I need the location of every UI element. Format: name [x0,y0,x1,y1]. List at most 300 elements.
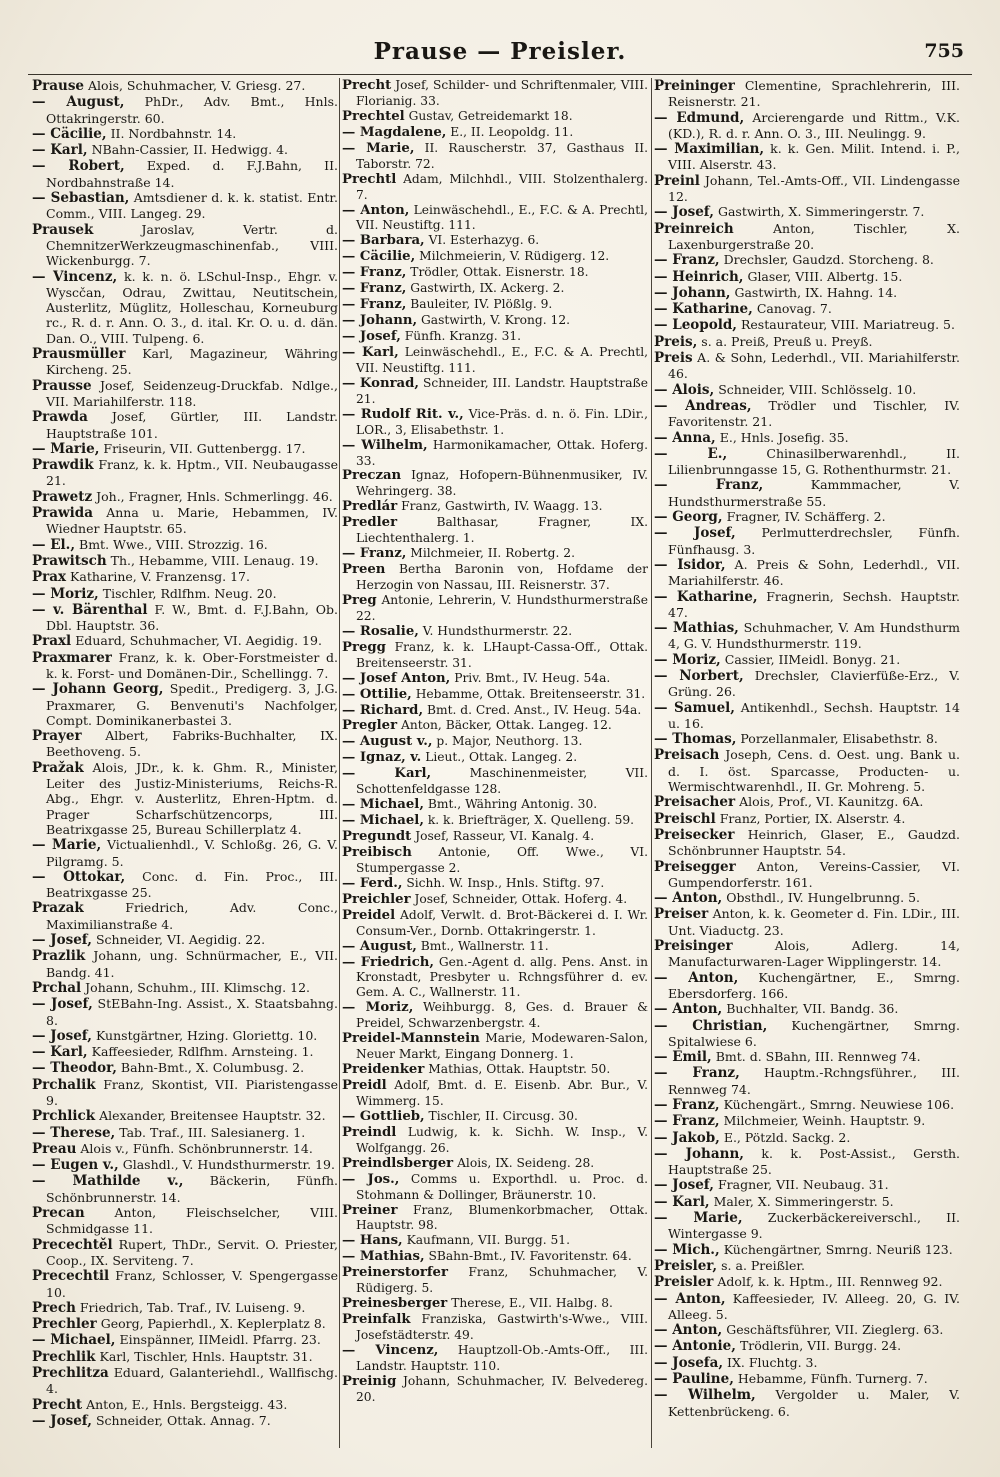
entry-headword: — August, [342,938,417,954]
entry-headword: — Johann, [654,284,731,301]
entry-text: Antonie, Off. Wwe., VI. Stumpergasse 2. [356,844,648,875]
directory-entry [342,845,648,876]
directory-entry [32,980,338,996]
directory-entry [654,652,960,668]
entry-text: Clementine, Sprachlehrerin, III. Reisnerstr. 21. [668,78,960,110]
entry-headword: — Josef, [654,1177,714,1194]
entry-text: Kammmacher, V. Hundsthurmerstraße 55. [668,477,960,509]
directory-entry [342,1233,648,1249]
entry-text: Alois, Prof., VI. Kaunitzg. 6A. [739,794,924,810]
directory-entry [342,876,648,892]
entry-text: Eduard, Schuhmacher, VI. Aegidig. 19. [75,633,322,649]
entry-headword: Preau [32,1140,77,1157]
entry-headword: — Michael, [342,813,424,829]
entry-headword: — Barbara, [342,233,425,249]
entry-text: Amtsdiener d. k. k. statist. Entr. Comm., VIII. Langeg. 29. [46,190,338,222]
directory-entry [32,1077,338,1109]
entry-headword: — Andreas, [654,397,752,414]
entry-headword: Pražak [32,759,84,776]
entry-headword: — Theodor, [32,1060,117,1077]
entry-headword: — Isidor, [654,556,726,573]
entry-text: Rupert, ThDr., Servit. O. Priester, Coop., IX. Serviteng. 7. [46,1236,338,1268]
entry-headword: — Hans, [342,1233,403,1249]
entry-headword: — Robert, [32,158,125,175]
entry-headword: — Wilhelm, [654,1387,756,1404]
directory-entry [342,233,648,249]
entry-headword: — Mich., [654,1241,720,1258]
entry-headword: — Josef, [32,1027,92,1044]
entry-text: Fünfh. Kranzg. 31. [404,329,522,343]
entry-text: Karl, Magazineur, Währing Kircheng. 25. [46,346,338,378]
directory-entry [342,203,648,234]
directory-entry [654,731,960,747]
directory-entry [654,811,960,827]
entry-headword: — Ottokar, [32,868,126,885]
entry-text: Alois, JDr., k. k. Ghm. R., Minister, Leiter des Justiz-Ministeriums, Reichs-R. Abg., Ehgr. v. Austerlitz, Ehren-Hptm. d. Prager Scharfschützencorps, III. Beatrixgasse 25, Bureau Schillerplatz 4. [46,759,338,837]
entry-headword: — Norbert, [654,667,744,684]
entry-text: Josef, Schneider, Ottak. Hoferg. 4. [414,891,628,906]
directory-entry [654,252,960,268]
entry-text: Alois, Adlerg. 14, Manufacturwaren-Lager Wipplingerstr. 14. [668,938,960,970]
entry-text: Weihburgg. 8, Ges. d. Brauer & Preidel, Schwarzenbergstr. 4. [356,1000,648,1031]
entry-text: Arcierengarde und Rittm., V.K. (KD.), R. d. r. Ann. O. 3., III. Neulingg. 9. [668,109,960,141]
directory-entry [654,589,960,621]
entry-text: Schneider, Ottak. Annag. 7. [95,1412,271,1428]
entry-text: k. k. Briefträger, X. Quelleng. 59. [427,813,635,828]
entry-headword: Prazak [32,900,84,917]
directory-entry [342,1062,648,1078]
entry-text: Franz, Schlosser, V. Spengergasse 10. [46,1268,338,1300]
entry-text: Gastwirth, IX. Hahng. 14. [734,284,898,300]
directory-entry [32,1044,338,1060]
entry-text: k. k. n. ö. LSchul-Insp., Ehgr. v. Wyscčan, Odrau, Zwittau, Neutitschein, Austerlitz, Müglitz, Holleschau, Korneuburg rc., R. d. r. Ann. O. 3., d. ital. Kr. O. u. d. dän. Dan. O., VIII. Tulpeng. 6. [46,268,338,346]
entry-headword: Prawda [32,409,88,426]
entry-headword: — Alois, [654,381,715,398]
directory-entry [342,1312,648,1343]
entry-headword: — Friedrich, [342,954,435,970]
entry-headword: — Franz, [342,546,407,562]
entry-headword: Preindlsberger [342,1155,454,1171]
entry-headword: Preidl [342,1078,387,1093]
entry-headword: — Josef, [342,329,401,344]
directory-entry [654,334,960,350]
entry-text: E., II. Leopoldg. 11. [450,124,574,139]
directory-entry [32,378,338,410]
entry-text: Franz, k. k. Hptm., VII. Neubaugasse 21. [46,457,338,489]
entry-headword: — Heinrich, [654,268,744,285]
entry-text: Tab. Traf., III. Salesianerg. 1. [119,1124,306,1140]
directory-entry [342,546,648,562]
entry-headword: Preczan [342,468,402,484]
entry-headword: Precan [32,1205,85,1222]
directory-entry [654,285,960,301]
directory-entry [654,1097,960,1113]
directory-entry [32,441,338,457]
entry-text: Schneider, III. Landstr. Hauptstraße 21. [356,375,648,406]
entry-text: Sichh. W. Insp., Hnls. Stiftg. 97. [406,875,605,890]
directory-entry [32,586,338,602]
entry-headword: Predlár [342,499,398,515]
directory-entry [654,906,960,938]
entry-text: Josef, Rasseur, VI. Kanalg. 4. [415,829,595,843]
directory-entry [342,703,648,719]
entry-text: Harmonikamacher, Ottak. Hoferg. 33. [356,437,648,468]
entry-headword: Prayer [32,728,82,745]
directory-entry [32,409,338,441]
entry-text: Bäckerin, Fünfh. Schönbrunnerstr. 14. [46,1173,338,1205]
entry-text: Exped. d. F.J.Bahn, II. Nordbahnstraße 14. [46,158,338,190]
entry-headword: Preinfalk [342,1312,411,1328]
entry-text: Fragner, IV. Schäfferg. 2. [726,509,886,525]
directory-entry [32,650,338,682]
directory-entry [654,509,960,525]
entry-text: Th., Hebamme, VIII. Lenaug. 19. [110,552,319,568]
entry-headword: — Josef Anton, [342,670,451,686]
directory-entry [342,955,648,1001]
directory-entry [32,1349,338,1365]
directory-entry [654,1177,960,1193]
entry-headword: Preinig [342,1373,397,1389]
entry-text: E., Hnls. Josefig. 35. [719,429,849,445]
directory-entry [654,747,960,794]
entry-text: Hebamme, Ottak. Breitenseerstr. 31. [415,686,646,701]
entry-headword: Prawdik [32,457,94,474]
entry-headword: Prechtel [342,108,405,124]
entry-headword: — August, [32,94,125,111]
entry-text: Ludwig, k. k. Sichh. W. Insp., V. Wolfgangg. 26. [356,1124,648,1155]
entry-headword: — Josef, [32,1412,92,1429]
directory-entry [32,142,338,158]
directory-entry [342,593,648,624]
entry-headword: — Vincenz, [342,1342,439,1358]
directory-entry [654,1274,960,1290]
entry-headword: — Vincenz, [32,268,118,285]
directory-entry [342,141,648,172]
entry-headword: Preinreich [654,220,734,237]
entry-headword: — Franz, [342,281,407,297]
directory-entry [342,1265,648,1296]
entry-text: Marie, Modewaren-Salon, Neuer Markt, Eingang Donnerg. 1. [356,1031,648,1062]
entry-headword: — Marie, [342,140,415,156]
entry-text: Chinasilberwarenhdl., II. Lilienbrunngasse 15, G. Rothenthurmstr. 21. [668,445,960,478]
directory-entry [342,718,648,734]
entry-headword: — v. Bärenthal [32,601,148,618]
entry-text: Tischler, II. Circusg. 30. [428,1108,578,1123]
directory-entry [32,602,338,634]
entry-headword: Preinesberger [342,1296,448,1312]
entry-headword: Preininger [654,78,735,94]
directory-entry [654,1258,960,1274]
directory-entry [342,1031,648,1062]
entry-text: Mathias, Ottak. Hauptstr. 50. [428,1062,611,1077]
entry-text: Bauleiter, IV. Plößlg. 9. [410,297,553,312]
entry-headword: Preiner [342,1202,398,1218]
entry-text: Joh., Fragner, Hnls. Schmerlingg. 46. [96,488,333,504]
entry-headword: Preinl [654,172,700,189]
directory-entry [32,489,338,505]
directory-entry [654,1371,960,1387]
directory-entry [32,1332,338,1348]
entry-headword: — Katharine, [654,301,753,318]
directory-entry [342,109,648,125]
entry-headword: — Karl, [32,1044,88,1061]
entry-text: Spedit., Predigerg. 3, J.G. Praxmarer, G. Benvenuti's Nachfolger, Compt. Dominikanerbastei 3. [46,681,338,728]
entry-text: Maschinenmeister, VII. Schottenfeldgasse 128. [356,766,648,797]
directory-entry [654,446,960,478]
entry-headword: Prausse [32,377,92,394]
entry-text: Conc. d. Fin. Proc., III. Beatrixgasse 25. [46,868,338,901]
entry-text: Johann, Tel.-Amts-Off., VII. Lindengasse 12. [668,172,960,205]
entry-headword: Pregg [342,639,386,655]
entry-text: k. k. Gen. Milit. Intend. i. P., VIII. Alserstr. 43. [668,141,960,173]
entry-text: Hauptzoll-Ob.-Amts-Off., III. Landstr. Hauptstr. 110. [356,1342,648,1373]
entry-text: Buchhalter, VII. Bandg. 36. [726,1001,899,1017]
directory-entry [342,468,648,499]
directory-entry [654,1018,960,1050]
directory-entry [32,1060,338,1076]
entry-headword: — August v., [342,734,433,750]
entry-text: Trödler und Tischler, IV. Favoritenstr. 21. [668,397,960,430]
entry-headword: — Franz, [654,1097,720,1113]
entry-text: Gastwirth, X. Simmeringerstr. 7. [717,204,925,220]
entry-headword: Pregler [342,718,398,734]
directory-entry [32,1237,338,1269]
entry-headword: — Karl, [654,1193,710,1210]
entry-headword: — Johann, [654,1145,744,1162]
directory-entry [654,1338,960,1354]
entry-headword: — Leopold, [654,317,737,334]
directory-entry [342,1156,648,1172]
entry-text: Leinwäschehdl., E., F.C. & A. Prechtl, VII. Neustiftg. 111. [356,202,648,233]
header-rule [28,74,972,75]
entry-text: Alois, Schuhmacher, V. Griesg. 27. [88,78,306,93]
entry-text: Trödlerin, VII. Burgg. 24. [739,1338,902,1354]
entry-headword: — Moriz, [654,651,721,668]
entry-text: Bmt. d. Cred. Anst., IV. Heug. 54a. [426,702,642,717]
directory-entry [342,329,648,345]
directory-entry [32,837,338,869]
entry-text: Trödler, Ottak. Eisnerstr. 18. [410,265,589,280]
directory-entry [654,1001,960,1017]
entry-headword: — El., [32,536,76,553]
entry-text: Anton, Tischler, X. Laxenburgerstraße 20. [668,220,960,252]
entry-text: Heinrich, Glaser, E., Gaudzd. Schönbrunner Hauptstr. 54. [668,826,960,859]
directory-entry [654,350,960,382]
directory-entry [32,760,338,837]
entry-headword: — Anton, [342,202,410,218]
directory-entry [654,525,960,557]
entry-headword: Preischl [654,810,716,827]
directory-entry [654,430,960,446]
directory-entry [654,938,960,970]
entry-headword: — Magdalene, [342,124,447,140]
entry-headword: Prausek [32,221,94,238]
directory-entry [342,1109,648,1125]
entry-text: p. Major, Neuthorg. 13. [436,734,583,749]
directory-entry [342,640,648,671]
running-head: Prause — Preisler. [373,38,627,65]
entry-text: Antikenhdl., Sechsh. Hauptstr. 14 u. 16. [668,699,960,731]
entry-text: Maler, X. Simmeringerstr. 5. [713,1193,894,1209]
entry-headword: — Anton, [654,1322,723,1339]
directory-entry [654,970,960,1002]
entry-text: Kuchengärtner, Smrng. Spitalwiese 6. [668,1017,960,1049]
entry-text: Adolf, k. k. Hptm., III. Rennweg 92. [717,1274,943,1290]
entry-headword: Prechlik [32,1348,96,1365]
entry-headword: — Jakob, [654,1129,720,1146]
entry-text: Anton, k. k. Geometer d. Fin. LDir., III. Unt. Viaductg. 23. [668,906,960,938]
entry-text: Milchmeier, II. Robertg. 2. [410,546,575,561]
entry-headword: Prech [32,1299,76,1316]
entry-text: Adolf, Bmt. d. E. Eisenb. Abr. Bur., V. Wimmerg. 15. [356,1078,648,1108]
entry-text: Comms u. Exporthdl. u. Proc. d. Stohmann & Dollinger, Bräunerstr. 10. [356,1171,648,1202]
directory-entry [342,438,648,469]
entry-headword: — Franz, [654,477,764,494]
directory-entry [654,700,960,732]
entry-headword: — Ignaz, v. [342,750,422,766]
entry-text: A. Preis & Sohn, Lederhdl., VII. Mariahilferstr. 46. [668,556,960,589]
entry-text: Franz, k. k. Ober-Forstmeister d. k. k. Forst- und Domänen-Dir., Schellingg. 7. [46,649,338,681]
entry-headword: — Rosalie, [342,623,419,639]
directory-entry [342,687,648,703]
entry-text: Kunstgärtner, Hzing. Gloriettg. 10. [95,1027,318,1043]
entry-text: Alois, IX. Seideng. 28. [457,1155,595,1170]
entry-text: Anna u. Marie, Hebammen, IV. Wiedner Hauptstr. 65. [46,505,338,537]
entry-text: Franz, Schuhmacher, V. Rüdigerg. 5. [356,1265,648,1296]
entry-headword: — Gottlieb, [342,1108,425,1124]
entry-headword: — Richard, [342,702,424,718]
entry-text: Josef, Seidenzeug-Druckfab. Ndlge., VII. Mariahilferstr. 118. [46,377,338,409]
entry-text: Drechsler, Clavierfüße-Erz., V. Grüng. 26. [668,667,960,700]
entry-headword: Prchalik [32,1076,96,1093]
entry-text: Glaser, VIII. Albertg. 15. [747,268,903,284]
directory-entry [342,813,648,829]
entry-text: Franz, Blumenkorbmacher, Ottak. Hauptstr. 98. [356,1202,648,1233]
entry-text: Josef, Gürtler, III. Landstr. Hauptstraße 101. [46,409,338,441]
directory-entry [342,1203,648,1234]
directory-entry [654,1113,960,1129]
directory-entry [654,620,960,652]
entry-text: IX. Fluchtg. 3. [727,1354,818,1370]
entry-headword: Preis, [654,333,698,350]
entry-text: Schneider, VI. Aegidig. 22. [95,932,266,948]
entry-text: Lieut., Ottak. Langeg. 2. [425,750,578,765]
directory-entry [342,1000,648,1031]
directory-entry [32,158,338,190]
entry-text: Franz, Portier, IX. Alserstr. 4. [719,810,906,826]
entry-text: Josef, Schilder- und Schriftenmaler, VIII. Florianig. 33. [356,78,648,108]
directory-entry [32,932,338,948]
directory-entry [342,1172,648,1203]
entry-text: Franz, k. k. LHaupt-Cassa-Off., Ottak. Breitenseerstr. 31. [356,639,648,670]
directory-entry [342,671,648,687]
directory-entry [654,477,960,509]
entry-headword: — Marie, [32,440,100,457]
directory-entry [32,681,338,728]
entry-headword: Pregundt [342,829,412,844]
entry-text: V. Hundsthurmerstr. 22. [422,623,573,638]
directory-entry [342,407,648,438]
entry-headword: — Anton, [654,1290,726,1307]
entry-headword: Prause [32,78,85,94]
entry-text: Kaffeesieder, Rdlfhm. Arnsteing. 1. [91,1044,314,1060]
entry-headword: Prax [32,569,67,586]
entry-headword: Prchlick [32,1108,96,1125]
column-3 [654,78,960,1448]
directory-entry [654,1355,960,1371]
directory-entry [654,1065,960,1097]
directory-entry [32,728,338,760]
directory-entry [32,633,338,649]
entry-text: Milchmeierin, V. Rüdigerg. 12. [419,249,610,264]
directory-entry [32,94,338,126]
entry-text: Georg, Papierhdl., X. Keplerplatz 8. [100,1316,326,1332]
entry-text: Schuhmacher, V. Am Hundsthurm 4, G. V. Hundsthurmerstr. 119. [668,620,960,652]
directory-entry [32,1365,338,1397]
entry-headword: — Ferd., [342,875,403,891]
entry-text: Canovag. 7. [756,301,832,317]
entry-text: PhDr., Adv. Bmt., Hnls. Ottakringerstr. 60. [46,94,338,126]
entry-text: Gen.-Agent d. allg. Pens. Anst. in Kronstadt, Presbyter u. Rchngsführer d. ev. Gem. A. C., Wallnerstr. 11. [356,954,648,1000]
entry-headword: — Thomas, [654,731,737,748]
entry-text: Karl, Tischler, Hnls. Hauptstr. 31. [99,1348,313,1364]
entry-headword: — Josef, [654,204,714,221]
entry-text: s. a. Preiß, Preuß u. Preyß. [701,333,873,349]
entry-text: Therese, E., VII. Halbg. 8. [451,1296,613,1311]
entry-text: Bmt., Währing Antonig. 30. [427,797,598,812]
entry-headword: — Rudolf Rit. v., [342,406,464,422]
entry-text: Anton, E., Hnls. Bergsteigg. 43. [86,1396,288,1412]
entry-headword: — Emil, [654,1049,712,1066]
entry-headword: Preidel-Mannstein [342,1031,480,1047]
entry-headword: Preidenker [342,1062,425,1078]
entry-text: SBahn-Bmt., IV. Favoritenstr. 64. [428,1249,632,1264]
directory-entry [654,141,960,173]
entry-text: Fragnerin, Sechsh. Hauptstr. 47. [668,588,960,620]
directory-entry [654,398,960,430]
entry-headword: — Johann Georg, [32,681,164,698]
entry-headword: Prechtl [342,171,397,187]
column-2 [342,78,648,1448]
directory-entry [342,249,648,265]
entry-headword: Preinerstorfer [342,1265,448,1281]
entry-headword: — Anton, [654,969,739,986]
entry-headword: — Edmund, [654,109,745,126]
entry-headword: Preen [342,562,386,578]
entry-text: Glashdl., V. Hundsthurmerstr. 19. [122,1157,335,1173]
directory-entry [32,1316,338,1332]
entry-headword: — Johann, [342,313,418,329]
entry-text: Obsthdl., IV. Hungelbrunng. 5. [726,890,921,906]
entry-headword: Preisegger [654,858,736,875]
entry-text: Gastwirth, V. Krong. 12. [420,313,571,328]
directory-entry [654,1130,960,1146]
directory-entry [654,1322,960,1338]
entry-headword: Precht [342,78,392,93]
directory-entry [654,204,960,220]
directory-entry [32,948,338,980]
entry-text: Friseurin, VII. Guttenbergg. 17. [103,440,306,456]
directory-entry [32,869,338,901]
entry-text: Leinwäschehdl., E., F.C. & A. Prechtl, VII. Neustiftg. 111. [356,344,648,375]
entry-text: Perlmutterdrechsler, Fünfh. Fünfhausg. 3. [668,525,960,557]
entry-headword: Praxl [32,633,72,650]
entry-text: Vice-Präs. d. n. ö. Fin. LDir., LOR., 3, Elisabethstr. 1. [356,406,648,437]
entry-text: Einspänner, IIMeidl. Pfarrg. 23. [119,1332,321,1348]
entry-text: Adolf, Verwlt. d. Brot-Bäckerei d. I. Wr. Consum-Ver., Dornb. Ottakringerstr. 1. [356,907,648,938]
directory-entry [342,313,648,329]
entry-text: Eduard, Galanteriehdl., Wallfischg. 4. [46,1365,338,1397]
